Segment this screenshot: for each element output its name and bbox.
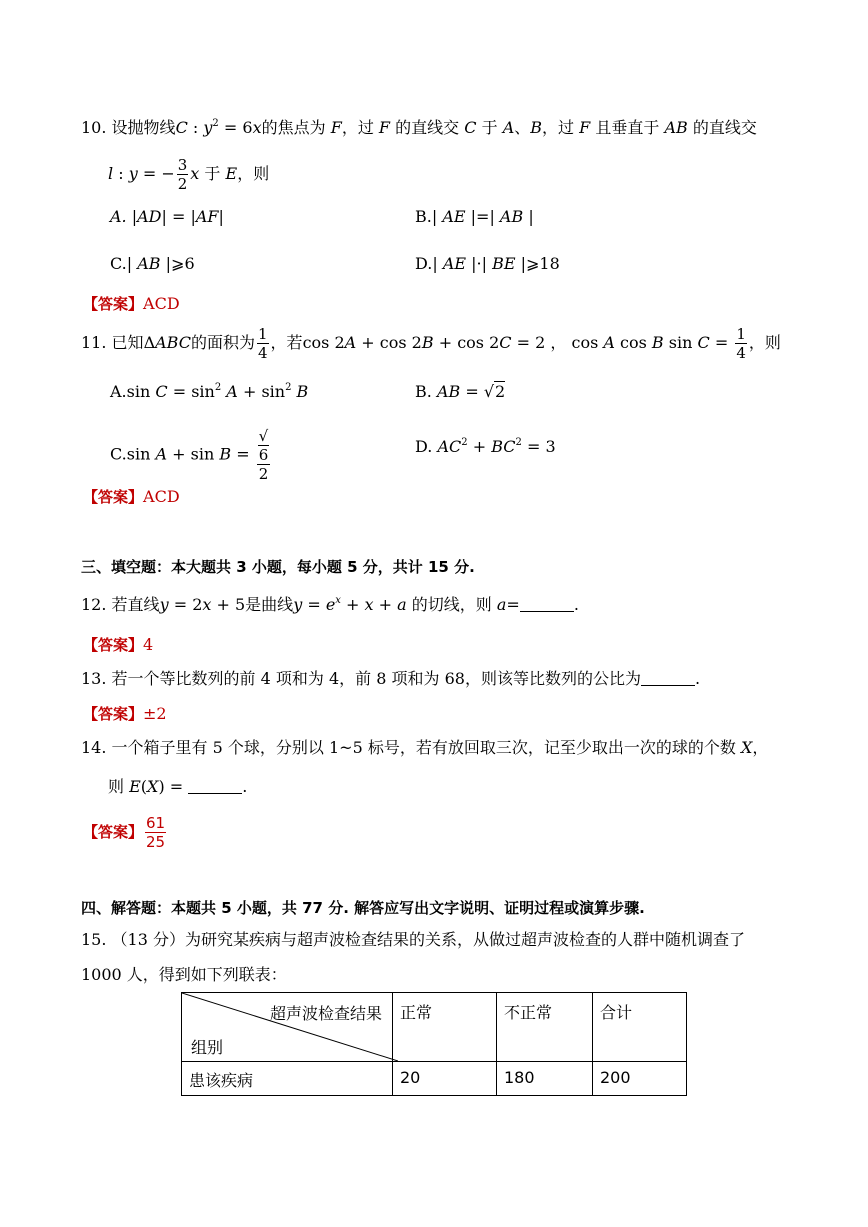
section-heading: 四、解答题：本题共 5 小题，共 77 分. 解答应写出文字说明、证明过程或演算步骤. [81,899,645,917]
table-header-row [182,993,687,1062]
q10-text: 的直线交 [395,118,460,137]
table-header: 正常 [393,993,497,1062]
q11-text: 已知 [111,333,144,352]
answer-blank [641,669,695,686]
q12-text: . [573,595,579,614]
table-cell: 200 [593,1062,687,1096]
corner-top-label: 超声波检查结果 [269,1004,382,1023]
q15-line2: 1000 人，得到如下列联表： [81,965,287,984]
table-corner-cell [182,993,393,1062]
question-number: 12. [81,595,107,614]
q11-text: ，若 [270,333,303,352]
section-heading: 三、填空题：本大题共 3 小题，每小题 5 分，共计 15 分. [81,558,475,576]
q14-line1: 14. 一个箱子里有 5 个球，分别以 1~5 标号，若有放回取三次，记至少取出一次的球的个数 X， [81,738,769,757]
q15-line1: 15. （13 分）为研究某疾病与超声波检查结果的关系，从做过超声波检查的人群中随机调查了 [81,930,745,949]
question-number: 10. [81,118,107,137]
answer-label: 【答案】 [83,823,144,841]
q12-text: = [506,595,520,614]
q10-line2: l : y = − $\frac{3}{2}$ x 于 E，则 [108,156,270,193]
q10-option-b: B.| AE |=| AB | [415,207,534,226]
answer-label: 【答案】 [83,636,144,654]
q14-text: . [242,777,248,796]
q14-text: 则 [108,777,125,796]
q10-text: ，则 [237,164,270,183]
q13-text: . [694,669,701,688]
q10-text: 于 [481,118,498,137]
option-label: A. [110,382,127,401]
q11-text: ，则 [748,333,781,352]
answer-value: 4 [143,635,154,654]
q10-text: 于 [204,164,221,183]
q10-option-d: D.| AE |·| BE |⩾18 [415,254,560,273]
q11-option-b: B. AB = √2 [415,382,506,401]
q14-answer [83,812,168,852]
q10-answer [83,293,180,315]
q10-text: 且垂直于 [595,118,660,137]
question-number: 11. [81,333,107,352]
q11-option-a: A.sin $C = \sin^2 A + \sin^2 B$ [110,382,309,401]
corner-bottom-label: 组别 [191,1038,224,1057]
q13-text: 若一个等比数列的前 4 项和为 4，前 8 项和为 68，则该等比数列的公比为 [111,669,641,688]
fraction: √ 6 2 [258,427,269,483]
q10-text: 设抛物线 [111,118,176,137]
q11-text: ， [550,333,567,352]
option-label: B. [415,207,432,226]
option-label: D. [415,437,433,456]
q11-text: 的面积为 [190,333,255,352]
q10-text: 的直线交 [692,118,757,137]
q10-line1: 10. 设抛物线C : $y^2 = 6x$的焦点为 F，过 F 的直线交 C 于 A、B，过 F 且垂直于 AB 的直线交 [81,118,757,137]
answer-fraction: $\frac{61}{25}$ [146,814,166,851]
q10-option-c: C.| AB |⩾6 [110,254,195,273]
q10-text: 的焦点为 [261,118,326,137]
fraction: $\frac{1}{4}$ [736,325,746,362]
table-header: 合计 [593,993,687,1062]
q10-option-a: A. |AD| = |AF| [110,207,224,226]
table-header: 不正常 [497,993,593,1062]
fraction: $\frac{3}{2}$ [177,156,188,193]
option-label: D. [415,254,433,273]
q12-text: 的切线，则 [411,595,492,614]
q11-line: 11. 已知ΔABC的面积为 $\frac{1}{4}$ ，若cos 2A + cos 2B + cos 2C = 2 ， cos A cos B sin C = $\frac{1}{4}$ ，则 [81,325,781,362]
answer-blank [520,595,574,612]
contingency-table [181,992,687,1096]
q13-answer [83,703,167,725]
option-label: C. [110,444,127,464]
answer-label: 【答案】 [83,488,144,506]
q11-option-d: D. $AC^2 + BC^2 = 3$ [415,437,556,456]
q13-line [81,668,700,690]
answer-value: ACD [143,294,180,313]
option-label: B. [415,382,432,401]
q14-text: 一个箱子里有 5 个球，分别以 1~5 标号，若有放回取三次，记至少取出一次的球的个数 [111,738,736,757]
answer-blank [188,777,242,794]
q14-line2: 则 E(X) = . [108,777,248,796]
table-cell: 患该疾病 [182,1062,393,1096]
q12-text: 是曲线 [245,595,294,614]
q11-option-c: C.sin A + sin B = √ 6 2 [110,427,269,483]
table-cell: 20 [393,1062,497,1096]
answer-value: ±2 [143,704,167,723]
question-number: 13. [81,669,107,688]
q11-answer [83,486,180,508]
table-cell: 180 [497,1062,593,1096]
q10-text: ，过 [542,118,575,137]
option-label: A. [110,207,127,226]
q12-answer [83,634,153,656]
q12-text: 若直线 [111,595,160,614]
q10-text: ，过 [341,118,374,137]
table-row [182,1062,687,1096]
answer-value: ACD [143,487,180,506]
q12-line: 12. 若直线y = 2x + 5是曲线$y = e^x + x + a$ 的切线，则 a= . [81,595,579,614]
option-label: C. [110,254,127,273]
fraction: $\frac{1}{4}$ [258,325,268,362]
answer-label: 【答案】 [83,295,144,313]
question-number: 14. [81,738,107,757]
answer-label: 【答案】 [83,705,144,723]
